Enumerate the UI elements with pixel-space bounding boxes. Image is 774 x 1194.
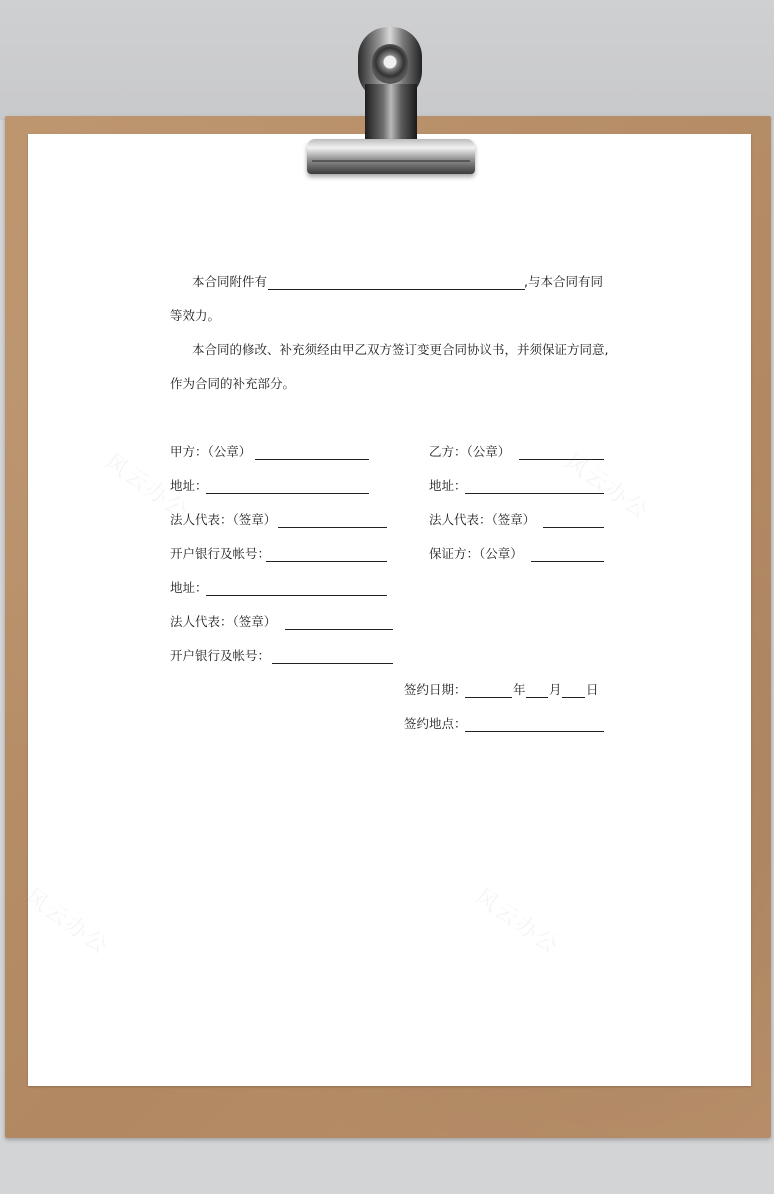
party-a-label: 甲方：（公章）: [170, 444, 252, 459]
party-b-bank-label: 开户银行及帐号：: [170, 648, 271, 663]
guarantor-label: 保证方：（公章）: [429, 546, 523, 561]
party-b-right-address-label: 地址：: [429, 478, 467, 493]
signing-day-line[interactable]: [562, 697, 585, 698]
signing-date-label: 签约日期：: [404, 682, 467, 697]
signing-day-text: 日: [586, 682, 599, 697]
party-b-bank-line[interactable]: [272, 663, 393, 664]
signing-place-line[interactable]: [465, 731, 604, 732]
party-b-right-legal-rep-line[interactable]: [543, 527, 604, 528]
party-b-address-label: 地址：: [170, 580, 208, 595]
party-b-right-legal-rep-label: 法人代表：（签章）: [429, 512, 536, 527]
signing-year-line[interactable]: [465, 697, 512, 698]
attachment-clause-start: 本合同附件有: [192, 274, 268, 289]
guarantor-seal-line[interactable]: [531, 561, 604, 562]
party-a-bank-line[interactable]: [266, 561, 387, 562]
signing-month-text: 月: [549, 682, 562, 697]
party-a-address-line[interactable]: [206, 493, 369, 494]
attachment-clause-cont: 等效力。: [170, 308, 221, 323]
party-b-label: 乙方：（公章）: [429, 444, 511, 459]
party-a-address-label: 地址：: [170, 478, 208, 493]
paper-sheet: [28, 134, 751, 1086]
signing-year-text: 年: [513, 682, 526, 697]
party-a-legal-rep-line[interactable]: [278, 527, 387, 528]
party-a-seal-line[interactable]: [255, 459, 369, 460]
party-b-legal-rep-line[interactable]: [285, 629, 393, 630]
signing-place-label: 签约地点：: [404, 716, 467, 731]
party-b-right-address-line[interactable]: [465, 493, 604, 494]
amendment-clause-cont: 作为合同的补充部分。: [170, 376, 296, 391]
party-a-bank-label: 开户银行及帐号：: [170, 546, 271, 561]
signing-month-line[interactable]: [526, 697, 548, 698]
attachment-clause-end: ,与本合同有同: [524, 274, 603, 289]
attachment-blank-line[interactable]: [268, 289, 525, 290]
amendment-clause: 本合同的修改、补充须经由甲乙双方签订变更合同协议书，并须保证方同意,: [192, 342, 609, 357]
party-b-legal-rep-label: 法人代表：（签章）: [170, 614, 277, 629]
party-b-address-line[interactable]: [206, 595, 387, 596]
party-b-seal-line[interactable]: [519, 459, 604, 460]
party-a-legal-rep-label: 法人代表：（签章）: [170, 512, 277, 527]
